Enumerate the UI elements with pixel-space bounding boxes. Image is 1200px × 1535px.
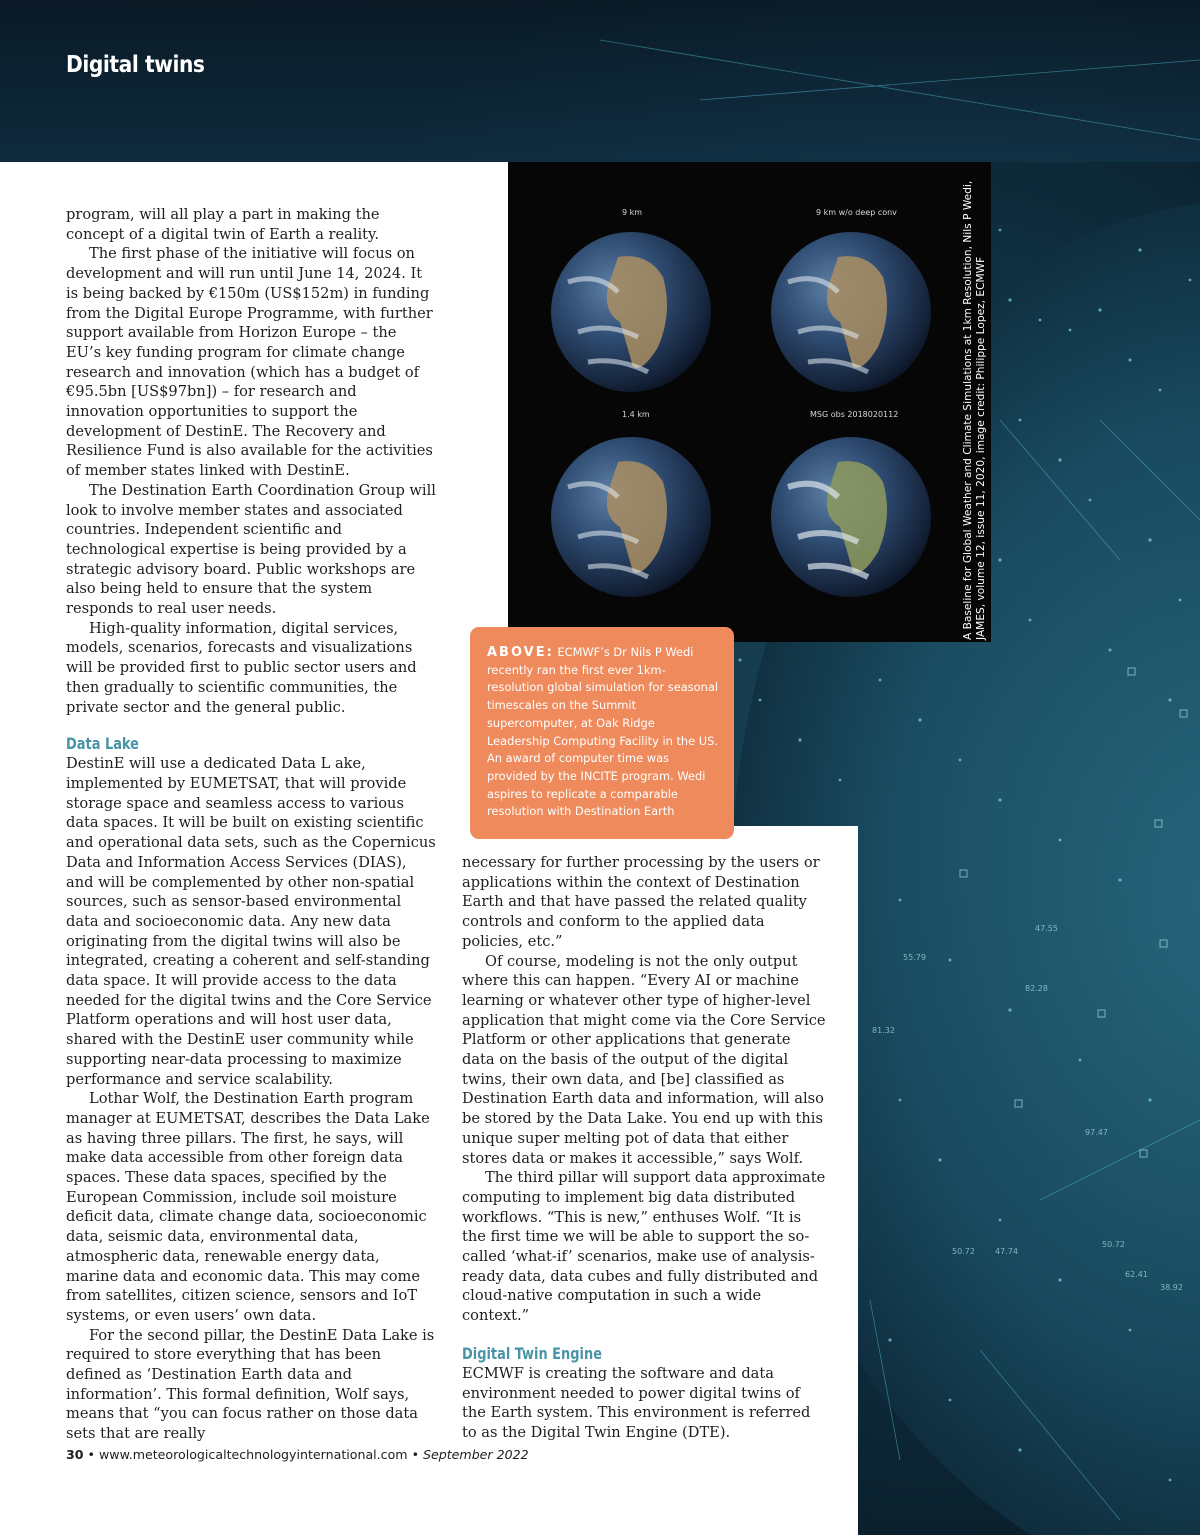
subheading-digital-twin-engine: Digital Twin Engine [462,1343,602,1363]
globe-label: MSG obs 2018020112 [810,410,899,419]
globe-comparison-figure [508,162,991,642]
paragraph: The first phase of the initiative will focus on development and will run until June 14, 2024. It is being backed by €150m (US$152m) in funding from the Digital Europe Programme, with further support available from Horizon Europe – the EU’s key funding program for climate change research and innovation (which has a budget of €95.5bn [US$97bn]) – for research and innovation opportunities to support the development of DestinE. The Recovery and Resilience Fund is also available for the activities of member states linked with DestinE. [66,245,433,480]
footer-separator: • [83,1447,99,1462]
paragraph: Of course, modeling is not the only output where this can happen. “Every AI or machine learning or whatever other type of higher-level application that might come via the Core Service Platform or other applications that generate data on the basis of the output of the digital twins, their own data, and [be] classified as Destination Earth data and information, will also be stored by the Data Lake. You end up with this unique super melting pot of data that either stores data or makes it accessible,” says Wolf. [462,952,826,1167]
bg-number: 97.47 [1085,1128,1108,1137]
paragraph: For the second pillar, the DestinE Data Lake is required to store everything that has been defined as ‘Destination Earth data and information’. This formal definition, Wolf says, means that “you can focus rather on those data sets that are really [66,1326,435,1443]
globe-label: 9 km w/o deep conv [816,208,897,217]
globe-label: 1.4 km [622,410,650,419]
page-number: 30 [66,1447,84,1462]
section-title: Digital twins [66,52,205,78]
bg-number: 55.79 [903,953,926,962]
subheading-data-lake: Data Lake [66,734,139,754]
globe-2 [771,232,931,392]
bg-number: 47.55 [1035,924,1058,933]
globe-4 [771,437,931,597]
globes-image [508,162,991,642]
issue-date: September 2022 [423,1447,529,1462]
paragraph: Lothar Wolf, the Destination Earth program manager at EUMETSAT, describes the Data Lake as having three pillars. The first, he says, will make data accessible from other foreign data spaces. These data spaces, specified by the European Commission, include soil moisture deficit data, climate change data, socioeconomic data, seismic data, environmental data, atmospheric data, renewable energy data, marine data and economic data. This may come from satellites, citizen science, sensors and IoT systems, or even users’ own data. [66,1090,430,1324]
paragraph: necessary for further processing by the users or applications within the context of Destination Earth and that have passed the related quality controls and conform to the applied data policies, etc.” [462,854,820,950]
bg-number: 62.41 [1125,1270,1148,1279]
paragraph: The third pillar will support data approximate computing to implement big data distributed workflows. “This is new,” enthuses Wolf. “It is the first time we will be able to support the so-called ‘what-if’ scenarios, make use of analysis-ready data, data cubes and fully distributed and cloud-native computation in such a wide context.” [462,1169,826,1325]
article-column-2 [462,853,826,1443]
paragraph: DestinE will use a dedicated Data L ake, implemented by EUMETSAT, that will provide storage space and seamless access to various data spaces. It will be built on existing scientific and operational data sets, such as the Copernicus Data and Information Access Services (DIAS), and will be complemented by other non-spatial sources, such as sensor-based environmental data and socioeconomic data. Any new data originating from the digital twins will also be integrated, creating a coherent and self-standing data space. It will provide access to the data needed for the digital twins and the Core Service Platform operations and will host user data, shared with the DestinE user community while supporting near-data processing to maximize performance and service scalability. [66,755,436,1088]
article-column-1 [66,205,436,1444]
footer-separator: • [407,1447,423,1462]
page-footer [66,1447,529,1462]
globe-label: 9 km [622,208,643,217]
paragraph: program, will all play a part in making the concept of a digital twin of Earth a reality. [66,206,380,243]
bg-number: 50.72 [1102,1240,1125,1249]
bg-number: 47.74 [995,1247,1018,1256]
image-credit-caption: A Baseline for Global Weather and Climate Simulations at 1km Resolution, Nils P Wedi, JAMES, volume 12, issue 11, 2020, image credit: Philippe Lopez, ECMWF [962,180,987,640]
caption-label: ABOVE: [487,645,554,660]
globe-1 [551,232,711,392]
photo-caption-box [470,627,734,839]
paragraph: ECMWF is creating the software and data environment needed to power digital twins of the Earth system. This environment is referred to as the Digital Twin Engine (DTE). [462,1364,811,1441]
globe-3 [551,437,711,597]
bg-number: 50.72 [952,1247,975,1256]
caption-text: ECMWF’s Dr Nils P Wedi recently ran the first ever 1km-resolution global simulation for seasonal timescales on the Summit supercomputer, at Oak Ridge Leadership Computing Facility in the US. An award of computer time was provided by the INCITE program. Wedi aspires to replicate a comparable resolution with Destination Earth [487,645,718,819]
bg-number: 81.32 [872,1026,895,1035]
website-url: www.meteorologicaltechnologyinternational.com [98,1447,408,1462]
paragraph: High-quality information, digital services, models, scenarios, forecasts and visualizations will be provided first to public sector users and then gradually to scientific communities, the private sector and the general public. [66,619,417,716]
bg-number: 82.28 [1025,984,1048,993]
bg-number: 38.92 [1160,1283,1183,1292]
paragraph: The Destination Earth Coordination Group will look to involve member states and associated countries. Independent scientific and technological expertise is being provided by a strategic advisory board. Public workshops are also being held to ensure that the system responds to real user needs. [66,481,436,618]
